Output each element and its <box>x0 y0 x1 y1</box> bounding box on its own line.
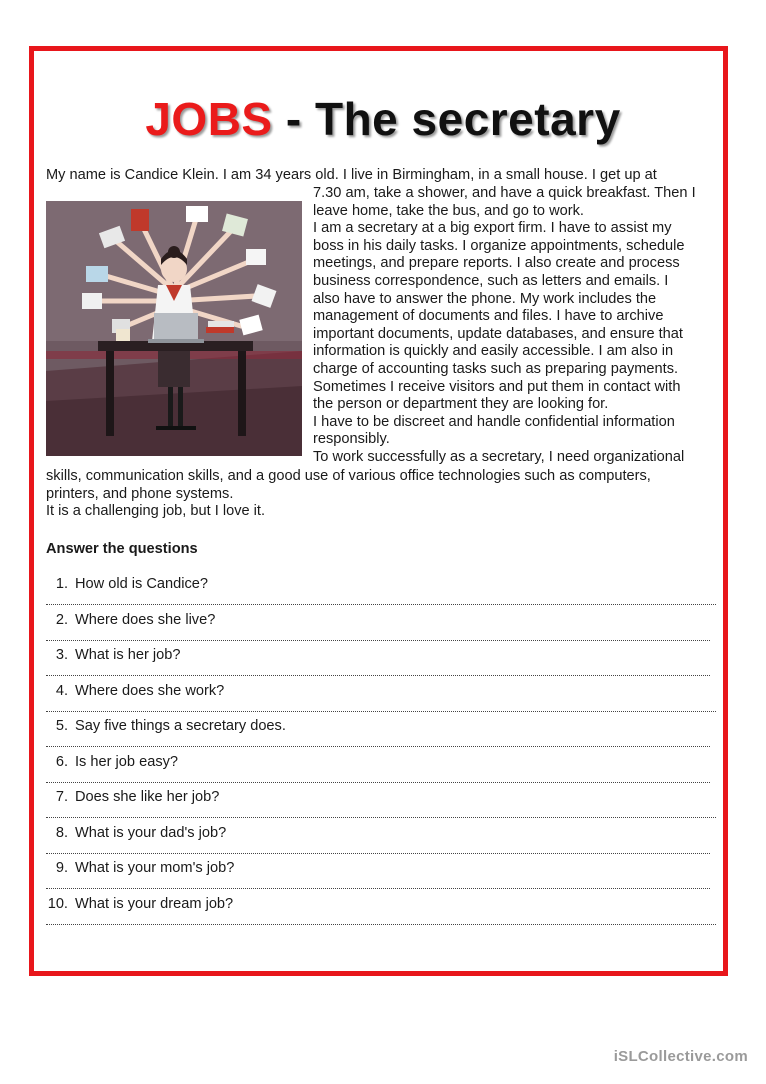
question-number: 7. <box>55 789 68 805</box>
question-item <box>46 896 233 912</box>
question-number: 8. <box>55 824 68 841</box>
passage-line: meetings, and prepare reports. I also create and process <box>313 255 680 272</box>
answer-line[interactable] <box>46 746 710 747</box>
question-number: 9. <box>55 860 68 876</box>
question-text: What is your mom's job? <box>75 860 235 876</box>
question-number: 1. <box>55 576 68 592</box>
question-text: What is your dream job? <box>75 895 234 912</box>
passage-line: charge of accounting tasks such as preparing payments. <box>313 361 679 377</box>
answer-line[interactable] <box>46 640 710 641</box>
question-number: 10. <box>47 895 68 912</box>
passage-line: the person or department they are looking for. <box>313 396 609 413</box>
question-item <box>46 825 226 841</box>
question-text: How old is Candice? <box>75 576 209 592</box>
question-number: 5. <box>55 718 68 734</box>
question-item <box>46 612 215 628</box>
question-item <box>46 683 224 699</box>
question-text: What is her job? <box>75 647 181 663</box>
answer-line[interactable] <box>46 604 716 605</box>
passage-line: important documents, update databases, and ensure that <box>313 325 683 342</box>
answer-line[interactable] <box>46 853 710 854</box>
question-number: 4. <box>55 682 68 699</box>
questions-heading: Answer the questions <box>46 541 198 557</box>
passage-line: I am a secretary at a big export firm. I have to assist my <box>313 220 672 237</box>
answer-line[interactable] <box>46 782 710 783</box>
question-text: Is her job easy? <box>75 753 179 770</box>
passage-line: printers, and phone systems. <box>46 485 234 502</box>
passage-line: leave home, take the bus, and go to work. <box>313 202 584 219</box>
passage-line: Sometimes I receive visitors and put them in contact with <box>313 378 681 395</box>
question-item <box>46 576 208 592</box>
answer-line[interactable] <box>46 924 716 925</box>
passage-line: responsibly. <box>313 431 390 448</box>
passage-line: 7.30 am, take a shower, and have a quick breakfast. Then I <box>313 185 696 201</box>
question-text: Where does she live? <box>75 611 216 628</box>
answer-line[interactable] <box>46 817 716 818</box>
secretary-illustration <box>46 201 302 456</box>
answer-line[interactable] <box>46 888 710 889</box>
title-subtitle: - The secretary <box>272 93 621 145</box>
passage-line: skills, communication skills, and a good use of various office technologies such as computers, <box>46 468 651 484</box>
answer-line[interactable] <box>46 675 710 676</box>
passage-line: boss in his daily tasks. I organize appointments, schedule <box>313 237 685 254</box>
passage-line-top: My name is Candice Klein. I am 34 years old. I live in Birmingham, in a small house. I get up at <box>46 167 657 183</box>
passage-line: information is quickly and easily accessible. I am also in <box>313 343 674 360</box>
question-text: Say five things a secretary does. <box>75 718 286 734</box>
passage-line: To work successfully as a secretary, I need organizational <box>313 449 685 465</box>
question-item <box>46 789 219 805</box>
question-item <box>46 647 180 663</box>
question-text: Where does she work? <box>75 682 225 699</box>
title-word-jobs: JOBS <box>145 93 273 145</box>
question-number: 6. <box>55 753 68 770</box>
passage-line: also have to answer the phone. My work includes the <box>313 290 657 307</box>
site-watermark: iSLCollective.com <box>613 1048 748 1065</box>
question-text: What is your dad's job? <box>75 824 227 841</box>
question-item <box>46 860 234 876</box>
page-title <box>0 92 766 146</box>
question-item <box>46 754 178 770</box>
passage-line: business correspondence, such as letters and emails. I <box>313 273 669 289</box>
question-item <box>46 718 286 734</box>
passage-line: It is a challenging job, but I love it. <box>46 503 266 520</box>
question-number: 3. <box>55 647 68 663</box>
passage-line: I have to be discreet and handle confidential information <box>313 413 675 430</box>
answer-line[interactable] <box>46 711 716 712</box>
passage-line: management of documents and files. I have to archive <box>313 308 664 325</box>
question-number: 2. <box>55 611 68 628</box>
question-text: Does she like her job? <box>75 789 220 805</box>
